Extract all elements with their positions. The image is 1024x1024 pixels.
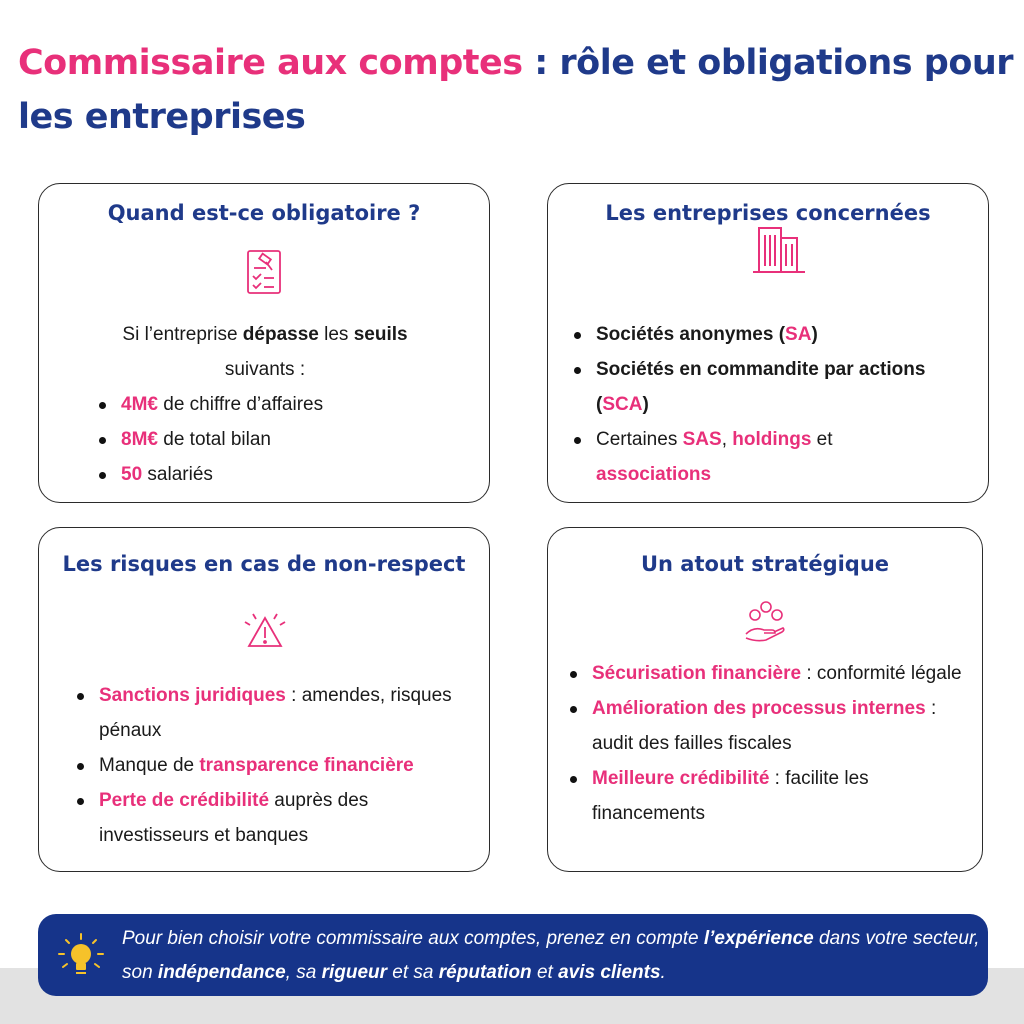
list-item <box>97 387 477 422</box>
hand-coins-icon <box>742 598 790 649</box>
item3-highlight-1: SAS <box>682 429 722 450</box>
list-item-pre: Manque de <box>99 755 200 776</box>
item2-open: ( <box>596 394 603 415</box>
card-concernees <box>547 183 989 503</box>
card-obligatoire-intro <box>69 317 461 387</box>
title-accent: Commissaire aux comptes <box>18 43 523 83</box>
item2-highlight: SCA <box>602 394 643 415</box>
list-item-highlight: 50 <box>121 464 143 485</box>
list-item-highlight: Perte de crédibilité <box>99 790 270 811</box>
item1-bold: Sociétés anonymes ( <box>596 324 786 345</box>
card-atout-list <box>568 656 978 831</box>
tip-text-6: . <box>660 962 666 983</box>
title-rest: : rôle et obligations pour les entreprises <box>18 43 1014 137</box>
list-item-text: salariés <box>142 464 213 485</box>
tip-text <box>122 922 982 990</box>
checklist-gavel-icon <box>244 248 288 303</box>
list-item <box>572 317 982 352</box>
list-item-highlight: Sanctions juridiques <box>99 685 286 706</box>
lightbulb-icon <box>54 930 108 987</box>
card-concernees-list <box>572 317 982 492</box>
card-atout-title: Un atout stratégique <box>640 552 890 576</box>
list-item <box>97 457 477 492</box>
warning-icon <box>241 610 289 655</box>
tip-text-2: dans votre secteur, son <box>122 928 980 983</box>
card-risques-list <box>75 678 475 853</box>
tip-bold-3: rigueur <box>321 962 388 983</box>
list-item-highlight: transparence financière <box>199 755 414 776</box>
item1-end: ) <box>811 324 818 345</box>
card-risques-title: Les risques en cas de non-respect <box>62 552 466 576</box>
list-item <box>568 761 978 831</box>
tip-text-4: et sa <box>387 962 439 983</box>
item2-bold: Sociétés en commandite par actions <box>596 359 926 380</box>
list-item <box>75 783 475 853</box>
tip-bold-4: réputation <box>438 962 532 983</box>
list-item-highlight: 8M€ <box>121 429 158 450</box>
list-item-text: de chiffre d’affaires <box>157 394 324 415</box>
intro-text-2: les <box>318 324 354 345</box>
page-title <box>18 36 1018 144</box>
list-item-text: de total bilan <box>157 429 271 450</box>
item3-highlight-3: associations <box>596 464 712 485</box>
card-risques <box>38 527 490 872</box>
item1-highlight: SA <box>785 324 812 345</box>
list-item <box>568 691 978 761</box>
list-item <box>572 422 982 492</box>
card-obligatoire-list <box>97 387 477 492</box>
list-item-highlight: Meilleure crédibilité <box>592 768 770 789</box>
tip-text-3: , sa <box>285 962 322 983</box>
intro-text-3: suivants : <box>224 359 306 380</box>
card-obligatoire-title: Quand est-ce obligatoire ? <box>107 201 421 225</box>
list-item-text: auprès des investisseurs et banques <box>99 790 369 846</box>
list-item-text: : amendes, risques pénaux <box>99 685 452 741</box>
tip-bold-1: l’expérience <box>703 928 814 949</box>
tip-banner <box>38 914 988 996</box>
intro-bold-2: seuils <box>353 324 408 345</box>
list-item <box>75 748 475 783</box>
tip-bold-5: avis clients <box>558 962 661 983</box>
list-item-text: : conformité légale <box>801 663 962 684</box>
list-item <box>568 656 978 691</box>
list-item-highlight: 4M€ <box>121 394 158 415</box>
intro-text-1: Si l’entreprise <box>122 324 243 345</box>
tip-text-1: Pour bien choisir votre commissaire aux comptes, prenez en compte <box>122 928 704 949</box>
list-item <box>97 422 477 457</box>
item2-close: ) <box>642 394 649 415</box>
tip-text-5: et <box>531 962 559 983</box>
list-item-highlight: Amélioration des processus internes <box>592 698 926 719</box>
list-item <box>75 678 475 748</box>
item3-text-b: , <box>721 429 733 450</box>
card-concernees-title: Les entreprises concernées <box>605 201 931 225</box>
item3-text-a: Certaines <box>596 429 683 450</box>
card-obligatoire <box>38 183 490 503</box>
tip-bold-2: indépendance <box>157 962 286 983</box>
card-atout <box>547 527 983 872</box>
intro-bold-1: dépasse <box>242 324 319 345</box>
list-item-text: : facilite les financements <box>592 768 869 824</box>
item3-highlight-2: holdings <box>732 429 812 450</box>
building-icon <box>749 222 809 281</box>
item3-text-c: et <box>811 429 833 450</box>
list-item-text: : audit des failles fiscales <box>592 698 937 754</box>
list-item <box>572 352 982 422</box>
list-item-highlight: Sécurisation financière <box>592 663 802 684</box>
